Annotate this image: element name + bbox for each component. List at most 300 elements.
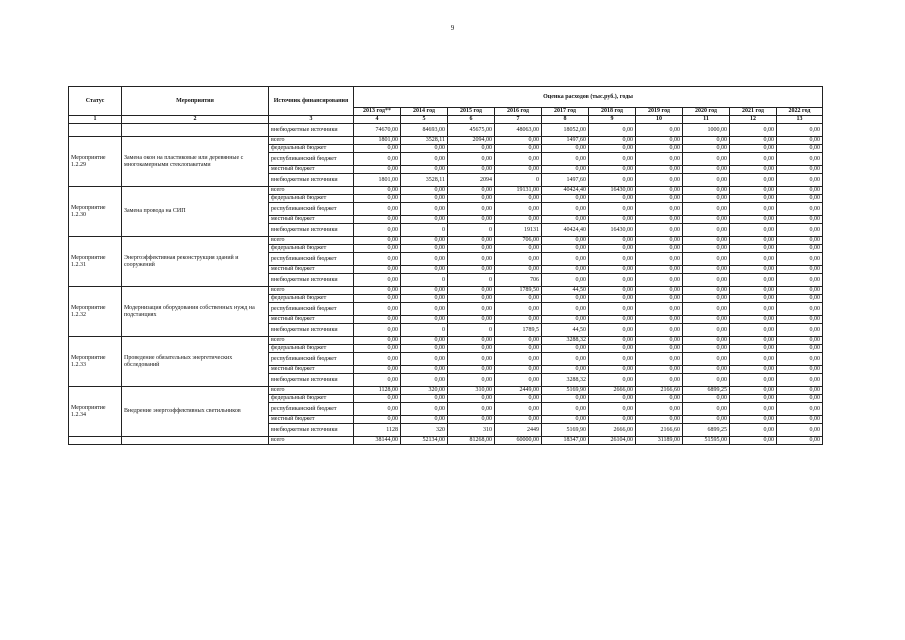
value-cell: 0,00	[401, 303, 448, 316]
value-cell: 0,00	[683, 395, 730, 403]
source-cell: всего	[269, 387, 354, 395]
value-cell: 0,00	[448, 237, 495, 245]
value-cell: 0,00	[777, 203, 823, 216]
value-cell: 0,00	[401, 337, 448, 345]
action-cell: Замена провода на СИП	[122, 187, 269, 237]
header-col-number: 11	[683, 116, 730, 124]
value-cell: 0,00	[354, 324, 401, 337]
value-cell: 0,00	[354, 166, 401, 174]
value-cell: 0,00	[777, 403, 823, 416]
value-cell: 0,00	[354, 224, 401, 237]
value-cell: 0,00	[683, 403, 730, 416]
value-cell: 0,00	[683, 324, 730, 337]
source-cell: всего	[269, 137, 354, 145]
value-cell: 0,00	[636, 316, 683, 324]
value-cell: 16430,00	[589, 187, 636, 195]
value-cell: 0,00	[683, 337, 730, 345]
value-cell: 706	[495, 274, 542, 287]
value-cell: 18347,00	[542, 437, 589, 445]
value-cell: 0,00	[354, 187, 401, 195]
value-cell: 0,00	[354, 216, 401, 224]
value-cell: 0,00	[636, 337, 683, 345]
value-cell: 0,00	[542, 253, 589, 266]
source-cell: всего	[269, 237, 354, 245]
value-cell: 0,00	[589, 145, 636, 153]
value-cell: 0,00	[495, 245, 542, 253]
value-cell: 0,00	[683, 353, 730, 366]
value-cell: 310,00	[448, 387, 495, 395]
value-cell: 0,00	[777, 224, 823, 237]
header-action: Мероприятия	[122, 87, 269, 116]
value-cell: 0,00	[589, 237, 636, 245]
value-cell: 0,00	[730, 403, 777, 416]
value-cell: 0,00	[730, 295, 777, 303]
table-row	[69, 287, 823, 295]
source-cell: внебюджетные источники	[269, 374, 354, 387]
value-cell: 0,00	[354, 287, 401, 295]
table-row	[69, 137, 823, 145]
header-year: 2014 год	[401, 108, 448, 116]
value-cell: 31189,00	[636, 437, 683, 445]
value-cell: 0,00	[495, 403, 542, 416]
header-col-number: 1	[69, 116, 122, 124]
value-cell: 0,00	[448, 287, 495, 295]
value-cell: 0,00	[730, 145, 777, 153]
value-cell: 0,00	[542, 166, 589, 174]
value-cell: 0,00	[542, 153, 589, 166]
value-cell: 0,00	[354, 303, 401, 316]
value-cell: 0,00	[777, 195, 823, 203]
value-cell: 0,00	[730, 166, 777, 174]
source-cell: республиканский бюджет	[269, 253, 354, 266]
value-cell: 0,00	[448, 187, 495, 195]
value-cell: 0,00	[777, 366, 823, 374]
source-cell: всего	[269, 437, 354, 445]
value-cell: 0,00	[542, 416, 589, 424]
source-cell: федеральный бюджет	[269, 345, 354, 353]
value-cell: 0,00	[354, 195, 401, 203]
value-cell: 0,00	[683, 216, 730, 224]
value-cell: 0,00	[589, 216, 636, 224]
value-cell: 0,00	[354, 374, 401, 387]
header-year: 2015 год	[448, 108, 495, 116]
source-cell: федеральный бюджет	[269, 395, 354, 403]
value-cell: 0,00	[636, 187, 683, 195]
value-cell: 38144,00	[354, 437, 401, 445]
value-cell: 0,00	[683, 366, 730, 374]
value-cell: 0,00	[777, 295, 823, 303]
header-col-number: 7	[495, 116, 542, 124]
value-cell: 18052,00	[542, 124, 589, 137]
value-cell: 0,00	[448, 145, 495, 153]
value-cell: 0,00	[777, 124, 823, 137]
value-cell: 0,00	[401, 345, 448, 353]
value-cell: 0,00	[777, 324, 823, 337]
value-cell: 0,00	[589, 324, 636, 337]
value-cell: 0,00	[730, 216, 777, 224]
value-cell: 0,00	[542, 395, 589, 403]
header-year: 2022 год	[777, 108, 823, 116]
value-cell: 0,00	[401, 287, 448, 295]
value-cell: 0,00	[448, 403, 495, 416]
page-number: 9	[450, 24, 455, 32]
value-cell: 19131,00	[495, 187, 542, 195]
value-cell: 0,00	[448, 253, 495, 266]
value-cell: 0,00	[542, 303, 589, 316]
value-cell: 0,00	[401, 295, 448, 303]
value-cell: 0,00	[542, 316, 589, 324]
value-cell: 0	[401, 224, 448, 237]
value-cell: 0,00	[683, 266, 730, 274]
value-cell: 0,00	[636, 374, 683, 387]
value-cell: 0,00	[589, 166, 636, 174]
value-cell: 0,00	[636, 174, 683, 187]
value-cell: 0,00	[636, 395, 683, 403]
value-cell: 0,00	[589, 295, 636, 303]
source-cell: внебюджетные источники	[269, 124, 354, 137]
value-cell: 0,00	[542, 345, 589, 353]
value-cell: 16430,00	[589, 224, 636, 237]
value-cell: 84693,00	[401, 124, 448, 137]
source-cell: республиканский бюджет	[269, 303, 354, 316]
value-cell: 0,00	[730, 195, 777, 203]
header-col-number: 4	[354, 116, 401, 124]
value-cell: 0,00	[448, 316, 495, 324]
value-cell: 0,00	[636, 345, 683, 353]
source-cell: всего	[269, 337, 354, 345]
table-row	[69, 124, 823, 137]
value-cell: 0,00	[495, 416, 542, 424]
value-cell: 0,00	[683, 295, 730, 303]
value-cell: 0,00	[589, 195, 636, 203]
status-cell	[69, 124, 122, 137]
value-cell: 0,00	[683, 237, 730, 245]
value-cell: 0,00	[589, 395, 636, 403]
value-cell: 0,00	[448, 295, 495, 303]
value-cell: 0,00	[636, 124, 683, 137]
source-cell: всего	[269, 287, 354, 295]
value-cell: 0,00	[401, 195, 448, 203]
value-cell: 0,00	[730, 437, 777, 445]
value-cell: 0	[495, 174, 542, 187]
header-col-number: 13	[777, 116, 823, 124]
expenses-table	[68, 86, 823, 445]
value-cell: 0,00	[495, 353, 542, 366]
value-cell: 0,00	[636, 145, 683, 153]
value-cell: 2449,00	[495, 387, 542, 395]
value-cell: 5169,90	[542, 387, 589, 395]
source-cell: федеральный бюджет	[269, 295, 354, 303]
header-col-number: 5	[401, 116, 448, 124]
value-cell: 0,00	[401, 187, 448, 195]
value-cell: 0,00	[730, 237, 777, 245]
header-col-number: 3	[269, 116, 354, 124]
value-cell: 0,00	[589, 416, 636, 424]
value-cell: 0	[448, 224, 495, 237]
value-cell: 0,00	[730, 153, 777, 166]
header-year: 2020 год	[683, 108, 730, 116]
value-cell: 0,00	[354, 366, 401, 374]
source-cell: федеральный бюджет	[269, 245, 354, 253]
value-cell: 0,00	[448, 416, 495, 424]
value-cell: 0,00	[542, 353, 589, 366]
value-cell: 0,00	[777, 216, 823, 224]
value-cell: 0,00	[777, 174, 823, 187]
value-cell: 0,00	[401, 253, 448, 266]
value-cell: 0,00	[730, 366, 777, 374]
value-cell: 2094	[448, 174, 495, 187]
value-cell: 0,00	[448, 245, 495, 253]
value-cell: 0,00	[401, 395, 448, 403]
value-cell: 48063,00	[495, 124, 542, 137]
value-cell: 0,00	[495, 395, 542, 403]
value-cell: 0,00	[730, 337, 777, 345]
value-cell: 0,00	[730, 203, 777, 216]
value-cell: 0,00	[354, 145, 401, 153]
value-cell: 0,00	[495, 153, 542, 166]
action-cell: Энергоэффективная реконструкция зданий и сооружений	[122, 237, 269, 287]
value-cell: 0,00	[730, 287, 777, 295]
value-cell: 0,00	[354, 353, 401, 366]
value-cell: 0,00	[683, 374, 730, 387]
value-cell: 0,00	[401, 245, 448, 253]
value-cell: 0,00	[542, 274, 589, 287]
value-cell: 0,00	[636, 153, 683, 166]
status-cell: Мероприятие 1.2.30	[69, 187, 122, 237]
value-cell: 0,00	[730, 316, 777, 324]
value-cell: 0,00	[636, 303, 683, 316]
source-cell: республиканский бюджет	[269, 203, 354, 216]
value-cell: 0,00	[636, 266, 683, 274]
value-cell: 0,00	[730, 174, 777, 187]
value-cell: 0,00	[589, 153, 636, 166]
header-col-number: 6	[448, 116, 495, 124]
value-cell: 706,00	[495, 237, 542, 245]
value-cell: 0,00	[448, 195, 495, 203]
value-cell: 0,00	[401, 145, 448, 153]
value-cell: 0,00	[495, 316, 542, 324]
value-cell: 51595,00	[683, 437, 730, 445]
value-cell: 0,00	[730, 303, 777, 316]
source-cell: внебюджетные источники	[269, 424, 354, 437]
value-cell: 0,00	[683, 416, 730, 424]
value-cell: 0,00	[683, 316, 730, 324]
header-estimate: Оценка расходов (тыс.руб.), годы	[354, 87, 823, 108]
value-cell: 0,00	[354, 245, 401, 253]
value-cell: 0,00	[448, 216, 495, 224]
source-cell: местный бюджет	[269, 166, 354, 174]
value-cell: 0,00	[683, 245, 730, 253]
value-cell: 0,00	[542, 366, 589, 374]
value-cell: 0,00	[683, 303, 730, 316]
header-source: Источник финансирования	[269, 87, 354, 116]
status-cell: Мероприятие 1.2.29	[69, 137, 122, 187]
value-cell: 0,00	[401, 353, 448, 366]
value-cell: 0,00	[777, 237, 823, 245]
source-cell: внебюджетные источники	[269, 224, 354, 237]
value-cell: 0,00	[495, 295, 542, 303]
value-cell: 0,00	[589, 353, 636, 366]
value-cell: 0,00	[777, 145, 823, 153]
value-cell: 0,00	[636, 366, 683, 374]
value-cell: 0,00	[636, 237, 683, 245]
value-cell: 6899,25	[683, 424, 730, 437]
header-year: 2013 год**	[354, 108, 401, 116]
value-cell: 0,00	[495, 216, 542, 224]
action-cell: Внедрение энергоэффективных светильников	[122, 387, 269, 437]
value-cell: 0,00	[401, 366, 448, 374]
value-cell: 0,00	[448, 395, 495, 403]
value-cell: 0,00	[730, 224, 777, 237]
value-cell: 0,00	[448, 153, 495, 166]
value-cell: 0,00	[777, 303, 823, 316]
table-row	[69, 437, 823, 445]
status-cell: Мероприятие 1.2.34	[69, 387, 122, 437]
header-year: 2019 год	[636, 108, 683, 116]
value-cell: 0,00	[777, 353, 823, 366]
value-cell: 0,00	[448, 353, 495, 366]
source-cell: федеральный бюджет	[269, 195, 354, 203]
value-cell: 0,00	[730, 274, 777, 287]
value-cell: 81268,00	[448, 437, 495, 445]
action-cell: Замена окон на пластиковые или деревянные с многокамерными стеклопакетами	[122, 137, 269, 187]
value-cell: 0,00	[683, 137, 730, 145]
value-cell: 1497,60	[542, 137, 589, 145]
value-cell: 0,00	[636, 287, 683, 295]
value-cell: 0,00	[589, 345, 636, 353]
value-cell: 0,00	[636, 224, 683, 237]
value-cell: 1801,00	[354, 137, 401, 145]
value-cell: 0,00	[777, 274, 823, 287]
status-cell	[69, 437, 122, 445]
value-cell: 0,00	[777, 187, 823, 195]
value-cell: 0,00	[354, 153, 401, 166]
value-cell: 0,00	[354, 416, 401, 424]
value-cell: 0,00	[448, 374, 495, 387]
value-cell: 0,00	[636, 137, 683, 145]
value-cell: 0,00	[777, 316, 823, 324]
value-cell: 3528,11	[401, 174, 448, 187]
value-cell: 0,00	[636, 416, 683, 424]
value-cell: 0,00	[683, 174, 730, 187]
value-cell: 0,00	[730, 395, 777, 403]
value-cell: 0,00	[589, 303, 636, 316]
source-cell: республиканский бюджет	[269, 153, 354, 166]
value-cell: 0,00	[730, 137, 777, 145]
value-cell: 0,00	[683, 203, 730, 216]
value-cell: 0,00	[777, 137, 823, 145]
value-cell: 0,00	[542, 216, 589, 224]
value-cell: 40424,40	[542, 187, 589, 195]
value-cell: 0,00	[730, 187, 777, 195]
value-cell: 1128,00	[354, 387, 401, 395]
value-cell: 0,00	[636, 403, 683, 416]
value-cell: 0,00	[542, 237, 589, 245]
header-col-number: 9	[589, 116, 636, 124]
value-cell: 0,00	[777, 424, 823, 437]
value-cell: 0,00	[777, 166, 823, 174]
value-cell: 0,00	[730, 345, 777, 353]
value-cell: 0,00	[730, 416, 777, 424]
value-cell: 44,50	[542, 324, 589, 337]
value-cell: 0,00	[683, 274, 730, 287]
value-cell: 0,00	[589, 124, 636, 137]
value-cell: 0,00	[777, 337, 823, 345]
value-cell: 0,00	[495, 145, 542, 153]
value-cell: 0,00	[542, 203, 589, 216]
header-year: 2017 год	[542, 108, 589, 116]
value-cell: 0,00	[730, 245, 777, 253]
value-cell: 0,00	[589, 137, 636, 145]
value-cell: 1000,00	[683, 124, 730, 137]
value-cell: 2449	[495, 424, 542, 437]
value-cell: 0,00	[777, 266, 823, 274]
action-cell: Модернизация оборудования собственных нужд на подстанциях	[122, 287, 269, 337]
value-cell: 0,00	[495, 203, 542, 216]
value-cell: 0,00	[683, 166, 730, 174]
value-cell: 6899,25	[683, 387, 730, 395]
value-cell: 0,00	[589, 274, 636, 287]
value-cell: 0,00	[354, 395, 401, 403]
value-cell: 2166,60	[636, 424, 683, 437]
value-cell: 0,00	[730, 387, 777, 395]
action-cell	[122, 124, 269, 137]
value-cell: 0,00	[777, 416, 823, 424]
action-cell	[122, 437, 269, 445]
header-col-number: 2	[122, 116, 269, 124]
value-cell: 0,00	[589, 316, 636, 324]
source-cell: внебюджетные источники	[269, 274, 354, 287]
value-cell: 0,00	[495, 195, 542, 203]
value-cell: 320,00	[401, 387, 448, 395]
value-cell: 0,00	[401, 153, 448, 166]
value-cell: 0,00	[401, 374, 448, 387]
value-cell: 0,00	[354, 295, 401, 303]
source-cell: местный бюджет	[269, 416, 354, 424]
value-cell: 0,00	[401, 266, 448, 274]
value-cell: 44,50	[542, 287, 589, 295]
value-cell: 0,00	[448, 203, 495, 216]
value-cell: 0,00	[683, 145, 730, 153]
value-cell: 0,00	[448, 345, 495, 353]
value-cell: 0,00	[495, 166, 542, 174]
value-cell: 0,00	[636, 353, 683, 366]
value-cell: 0,00	[448, 337, 495, 345]
value-cell: 0,00	[777, 253, 823, 266]
value-cell: 0	[401, 324, 448, 337]
action-cell: Проведение обязательных энергетических обследований	[122, 337, 269, 387]
value-cell: 0,00	[495, 337, 542, 345]
value-cell: 0,00	[589, 337, 636, 345]
value-cell: 1801,00	[354, 174, 401, 187]
status-cell: Мероприятие 1.2.32	[69, 287, 122, 337]
value-cell: 0,00	[448, 303, 495, 316]
header-status: Статус	[69, 87, 122, 116]
value-cell: 0,00	[683, 187, 730, 195]
value-cell: 60000,00	[495, 437, 542, 445]
value-cell: 0,00	[636, 245, 683, 253]
value-cell: 0,00	[636, 295, 683, 303]
value-cell: 0,00	[589, 403, 636, 416]
value-cell: 5169,90	[542, 424, 589, 437]
source-cell: республиканский бюджет	[269, 403, 354, 416]
value-cell: 52134,00	[401, 437, 448, 445]
value-cell: 2666,00	[589, 424, 636, 437]
value-cell: 19131	[495, 224, 542, 237]
value-cell: 0,00	[354, 253, 401, 266]
value-cell: 0,00	[448, 266, 495, 274]
source-cell: республиканский бюджет	[269, 353, 354, 366]
